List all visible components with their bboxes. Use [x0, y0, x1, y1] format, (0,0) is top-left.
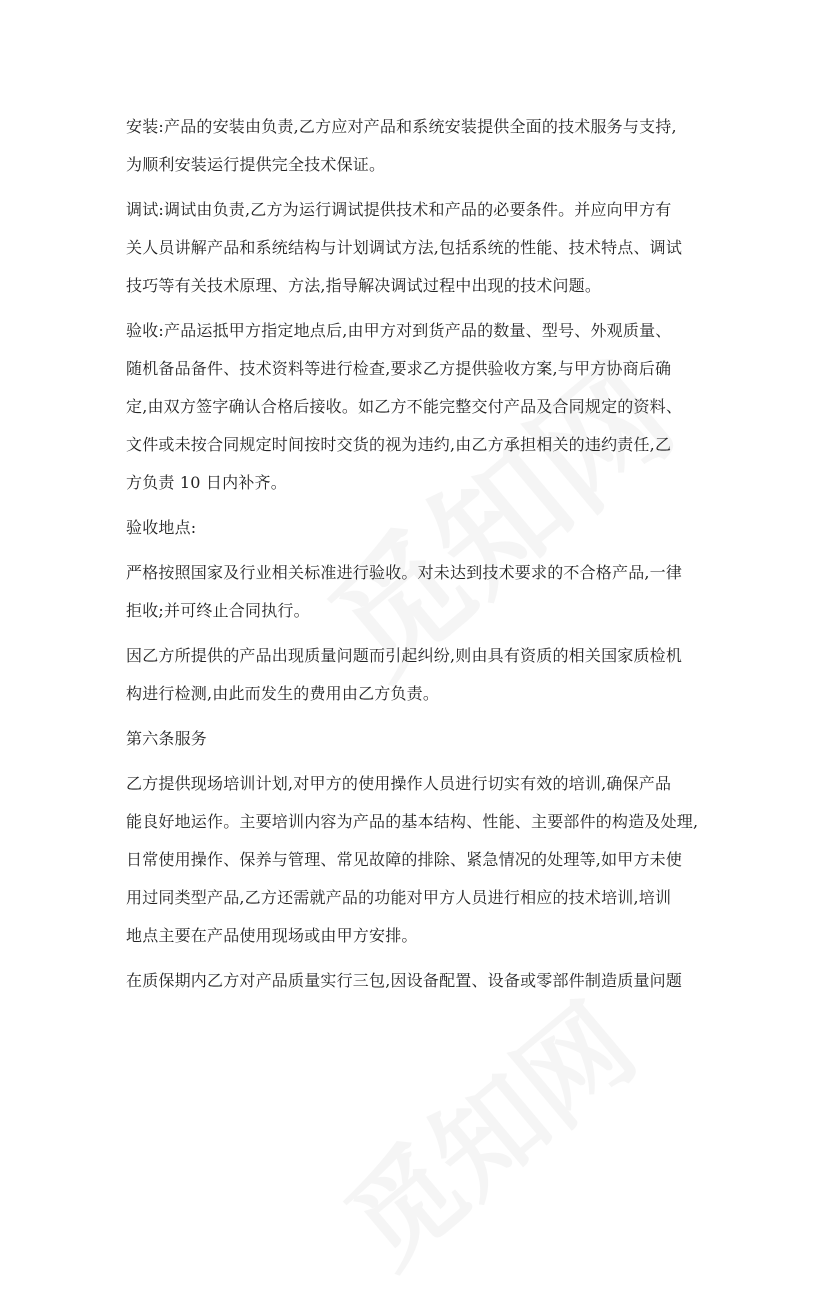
text-line: 严格按照国家及行业相关标准进行验收。对未达到技术要求的不合格产品,一律: [126, 563, 683, 582]
text-line: 用过同类型产品,乙方还需就产品的功能对甲方人员进行相应的技术培训,培训: [126, 888, 672, 907]
text-line: 第六条服务: [126, 729, 208, 748]
text-line: 调试:调试由负责,乙方为运行调试提供技术和产品的必要条件。并应向甲方有: [126, 200, 672, 219]
watermark-bottom: [308, 962, 662, 1295]
text-line: 方负责 10 日内补齐。: [126, 473, 287, 492]
paragraph-acceptance-location: [126, 509, 706, 547]
section-heading-service: [126, 720, 706, 758]
text-line: 关人员讲解产品和系统结构与计划调试方法,包括系统的性能、技术特点、调试: [126, 238, 683, 257]
text-line: 能良好地运作。主要培训内容为产品的基本结构、性能、主要部件的构造及处理,: [126, 812, 699, 831]
document-body: [126, 108, 706, 1000]
text-line: 文件或未按合同规定时间按时交货的视为违约,由乙方承担相关的违约责任,乙: [126, 435, 672, 454]
text-line: 为顺利安装运行提供完全技术保证。: [126, 155, 386, 174]
text-line: 构进行检测,由此而发生的费用由乙方负责。: [126, 684, 440, 703]
text-line: 日常使用操作、保养与管理、常见故障的排除、紧急情况的处理等,如甲方未使: [126, 850, 683, 869]
paragraph-installation: [126, 108, 706, 184]
text-line: 在质保期内乙方对产品质量实行三包,因设备配置、设备或零部件制造质量问题: [126, 971, 683, 990]
paragraph-training: [126, 765, 706, 955]
paragraph-quality-dispute: [126, 637, 706, 713]
text-line: 定,由双方签字确认合格后接收。如乙方不能完整交付产品及合同规定的资料、: [126, 397, 683, 416]
text-line: 安装:产品的安装由负责,乙方应对产品和系统安装提供全面的技术服务与支持,: [126, 117, 677, 136]
paragraph-acceptance-standard: [126, 554, 706, 630]
paragraph-warranty: [126, 962, 706, 1000]
text-line: 因乙方所提供的产品出现质量问题而引起纠纷,则由具有资质的相关国家质检机: [126, 646, 683, 665]
text-line: 技巧等有关技术原理、方法,指导解决调试过程中出现的技术问题。: [126, 276, 602, 295]
text-line: 验收地点:: [126, 518, 197, 537]
text-line: 地点主要在产品使用现场或由甲方安排。: [126, 926, 418, 945]
paragraph-commissioning: [126, 191, 706, 305]
text-line: 乙方提供现场培训计划,对甲方的使用操作人员进行切实有效的培训,确保产品: [126, 774, 672, 793]
paragraph-acceptance: [126, 312, 706, 502]
text-line: 拒收;并可终止合同执行。: [126, 601, 310, 620]
text-line: 验收:产品运抵甲方指定地点后,由甲方对到货产品的数量、型号、外观质量、: [126, 321, 672, 340]
text-line: 随机备品备件、技术资料等进行检查,要求乙方提供验收方案,与甲方协商后确: [126, 359, 672, 378]
